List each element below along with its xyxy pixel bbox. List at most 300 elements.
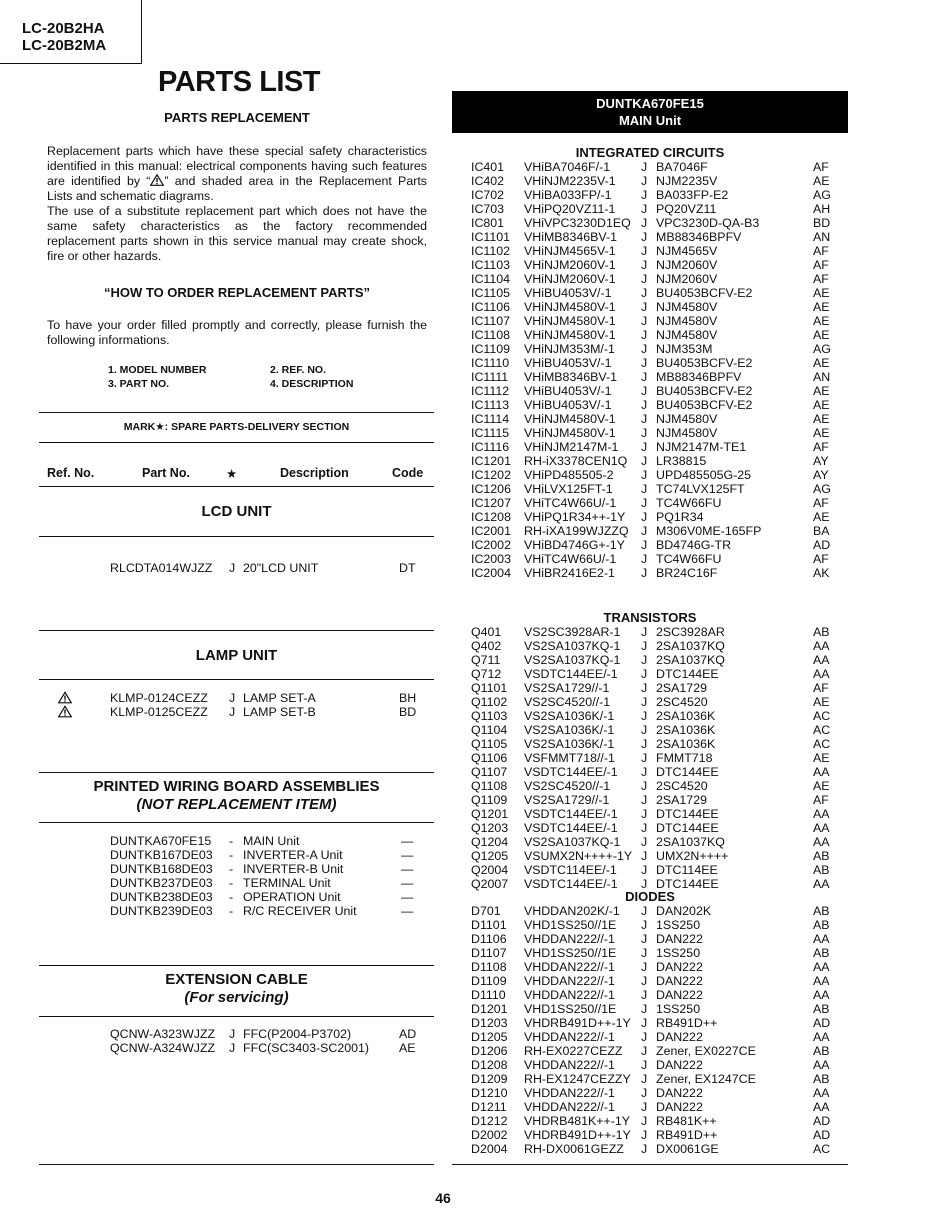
table-row	[0, 835, 950, 849]
description: LR38815	[656, 454, 707, 468]
ref-number: D1209	[471, 1072, 508, 1086]
supply-flag: J	[641, 1086, 648, 1100]
table-row	[0, 723, 950, 737]
table-row	[0, 286, 950, 300]
price-code: —	[401, 876, 414, 890]
description: INVERTER-A Unit	[243, 848, 343, 862]
supply-flag: J	[641, 272, 648, 286]
ref-number: IC1208	[471, 510, 511, 524]
supply-flag: J	[641, 412, 648, 426]
ref-number: Q2004	[471, 863, 509, 877]
price-code: —	[401, 862, 414, 876]
supply-flag: J	[641, 1072, 648, 1086]
table-row	[0, 258, 950, 272]
table-row	[0, 384, 950, 398]
part-number: VS2SA1037KQ-1	[524, 639, 621, 653]
ref-number: IC1114	[471, 412, 510, 426]
ref-number: Q1203	[471, 821, 509, 835]
description: NJM2060V	[656, 258, 718, 272]
part-number: VHiPD485505-2	[524, 468, 614, 482]
price-code: AG	[813, 188, 831, 202]
price-code: —	[401, 890, 414, 904]
ref-number: IC1112	[471, 384, 510, 398]
ref-number: IC1206	[471, 482, 511, 496]
price-code: —	[401, 834, 414, 848]
ref-number: D1107	[471, 946, 507, 960]
part-number: VHiBU4053V/-1	[524, 398, 612, 412]
description: BU4053BCFV-E2	[656, 384, 753, 398]
table-row	[0, 566, 950, 580]
supply-flag: J	[641, 1002, 648, 1016]
supply-flag: J	[641, 849, 648, 863]
ref-number: IC2001	[471, 524, 511, 538]
description: FFC(SC3403-SC2001)	[243, 1041, 370, 1055]
part-number: VHiMB8346BV-1	[524, 370, 617, 384]
supply-flag: J	[641, 398, 648, 412]
description: TC4W66FU	[656, 552, 722, 566]
supply-flag: J	[641, 737, 648, 751]
price-code: AA	[813, 653, 830, 667]
description: OPERATION Unit	[243, 890, 341, 904]
ref-number: IC1110	[471, 356, 510, 370]
ref-number: Q1201	[471, 807, 509, 821]
supply-flag: -	[229, 834, 234, 848]
ref-number: IC1108	[471, 328, 511, 342]
description: 2SC4520	[656, 779, 708, 793]
description: DTC114EE	[656, 863, 718, 877]
part-number: VHD1SS250//1E	[524, 1002, 617, 1016]
ref-number: Q1108	[471, 779, 508, 793]
part-number: VHD1SS250//1E	[524, 918, 617, 932]
order-step: 1. MODEL NUMBER	[108, 364, 207, 376]
price-code: AE	[813, 384, 830, 398]
price-code: AN	[813, 370, 831, 384]
description: NJM2235V	[656, 174, 718, 188]
supply-flag: J	[229, 1027, 236, 1041]
price-code: AC	[813, 723, 831, 737]
description: DAN222	[656, 988, 703, 1002]
part-number: VHiMB8346BV-1	[524, 230, 617, 244]
price-code: AD	[813, 1114, 831, 1128]
supply-flag: J	[229, 705, 236, 719]
description: NJM4580V	[656, 314, 718, 328]
supply-flag: J	[641, 566, 648, 580]
ref-number: Q1103	[471, 709, 508, 723]
ref-number: D1212	[471, 1114, 508, 1128]
part-number: DUNTKB237DE03	[110, 876, 213, 890]
price-code: AB	[813, 904, 830, 918]
table-row	[0, 216, 950, 230]
price-code: AN	[813, 230, 831, 244]
intro-text-1: Replacement parts which have these special safety characteristics identified in this manual: electrical components having such features are identified by “	[47, 144, 427, 188]
price-code: AA	[813, 1058, 830, 1072]
supply-flag: -	[229, 848, 234, 862]
supply-flag: J	[641, 496, 648, 510]
description: 2SA1036K	[656, 737, 716, 751]
part-number: VSDTC144EE/-1	[524, 877, 618, 891]
description: M306V0ME-165FP	[656, 524, 762, 538]
description: INVERTER-B Unit	[243, 862, 344, 876]
supply-flag: J	[641, 1058, 648, 1072]
ref-number: D1211	[471, 1100, 507, 1114]
table-row	[0, 524, 950, 538]
section-subtitle-pwb: (NOT REPLACEMENT ITEM)	[136, 796, 337, 813]
price-code: BD	[813, 216, 831, 230]
description: BA033FP-E2	[656, 188, 729, 202]
ref-number: IC401	[471, 160, 505, 174]
price-code: AE	[813, 356, 830, 370]
description: DTC144EE	[656, 667, 719, 681]
part-number: KLMP-0125CEZZ	[110, 705, 208, 719]
ref-number: IC2002	[471, 538, 511, 552]
description: 2SA1037KQ	[656, 639, 725, 653]
table-row	[0, 863, 950, 877]
price-code: AB	[813, 625, 830, 639]
col-header-description: Description	[280, 466, 349, 480]
table-row	[0, 1128, 950, 1142]
table-row	[0, 1002, 950, 1016]
supply-flag: J	[641, 1142, 648, 1156]
supply-flag: J	[641, 188, 648, 202]
part-number: VHiBR2416E2-1	[524, 566, 615, 580]
part-number: VHiNJM2060V-1	[524, 272, 616, 286]
part-number: VHiBA7046F/-1	[524, 160, 611, 174]
supply-flag: J	[641, 807, 648, 821]
part-number: VHiVPC3230D1EQ	[524, 216, 631, 230]
model-number-box	[0, 0, 142, 64]
ref-number: D1210	[471, 1086, 508, 1100]
part-number: VHiTC4W66U/-1	[524, 552, 617, 566]
supply-flag: J	[641, 552, 648, 566]
description: DAN222	[656, 1100, 703, 1114]
description: BD4746G-TR	[656, 538, 732, 552]
price-code: AF	[813, 681, 829, 695]
table-row	[0, 890, 450, 904]
mark-note: MARK★: SPARE PARTS-DELIVERY SECTION	[123, 421, 350, 433]
supply-flag: J	[641, 835, 648, 849]
part-number: VHDRB481K++-1Y	[524, 1114, 631, 1128]
part-number: VHiNJM4580V-1	[524, 412, 616, 426]
description: DTC144EE	[656, 877, 719, 891]
part-number: VSDTC144EE/-1	[524, 765, 618, 779]
supply-flag: J	[641, 653, 648, 667]
description: BR24C16F	[656, 566, 718, 580]
description: NJM4580V	[656, 328, 718, 342]
supply-flag: J	[641, 1030, 648, 1044]
part-number: RH-iXA199WJZZQ	[524, 524, 629, 538]
page-number: 46	[435, 1190, 451, 1206]
price-code: AD	[813, 538, 831, 552]
how-to-order-title: “HOW TO ORDER REPLACEMENT PARTS”	[103, 285, 371, 300]
ref-number: IC703	[471, 202, 505, 216]
description: FFC(P2004-P3702)	[243, 1027, 352, 1041]
price-code: AA	[813, 639, 830, 653]
description: NJM4565V	[656, 244, 718, 258]
supply-flag: J	[641, 538, 648, 552]
table-row	[0, 751, 950, 765]
part-number: VHDDAN202K/-1	[524, 904, 620, 918]
price-code: AE	[813, 328, 830, 342]
description: NJM2147M-TE1	[656, 440, 747, 454]
table-row	[0, 793, 950, 807]
supply-flag: -	[229, 862, 234, 876]
part-number: VHiNJM2235V-1	[524, 174, 616, 188]
description: DTC144EE	[656, 807, 719, 821]
ref-number: Q401	[471, 625, 502, 639]
part-number: VHDDAN222//-1	[524, 1086, 615, 1100]
price-code: AB	[813, 1072, 830, 1086]
description: 2SA1036K	[656, 709, 716, 723]
divider	[452, 1164, 848, 1165]
description: PQ20VZ11	[656, 202, 717, 216]
price-code: BA	[813, 524, 830, 538]
supply-flag: J	[641, 370, 648, 384]
supply-flag: J	[641, 960, 648, 974]
ref-number: IC1105	[471, 286, 511, 300]
part-number: VHiNJM2060V-1	[524, 258, 616, 272]
description: PQ1R34	[656, 510, 704, 524]
part-number: VHDDAN222//-1	[524, 1030, 615, 1044]
ref-number: IC702	[471, 188, 505, 202]
description: DAN202K	[656, 904, 712, 918]
supply-flag: J	[641, 258, 648, 272]
part-number: VS2SC3928AR-1	[524, 625, 621, 639]
price-code: AA	[813, 877, 830, 891]
supply-flag: J	[641, 356, 648, 370]
ref-number: Q711	[471, 653, 501, 667]
part-number: VS2SC4520//-1	[524, 779, 611, 793]
price-code: AA	[813, 835, 830, 849]
model-number: LC-20B2MA	[22, 37, 107, 54]
order-step: 4. DESCRIPTION	[270, 378, 354, 390]
table-row	[0, 174, 950, 188]
table-row	[0, 230, 950, 244]
part-number: VS2SA1729//-1	[524, 793, 610, 807]
table-row	[0, 300, 950, 314]
price-code: AE	[813, 779, 830, 793]
description: TC4W66FU	[656, 496, 722, 510]
description: DX0061GE	[656, 1142, 719, 1156]
description: RB491D++	[656, 1016, 718, 1030]
table-row	[0, 426, 950, 440]
description: DAN222	[656, 1086, 703, 1100]
description: BU4053BCFV-E2	[656, 286, 753, 300]
ref-number: Q1106	[471, 751, 508, 765]
part-number: VS2SA1036K/-1	[524, 723, 615, 737]
supply-flag: J	[641, 932, 648, 946]
description: BA7046F	[656, 160, 708, 174]
part-number: DUNTKB168DE03	[110, 862, 213, 876]
ref-number: Q1104	[471, 723, 508, 737]
part-number: QCNW-A324WJZZ	[110, 1041, 216, 1055]
price-code: AG	[813, 342, 831, 356]
table-row	[0, 1142, 950, 1156]
table-row	[0, 709, 950, 723]
price-code: AE	[399, 1041, 416, 1055]
table-row	[0, 482, 950, 496]
price-code: AF	[813, 160, 829, 174]
part-number: VHiNJM4565V-1	[524, 244, 616, 258]
part-number: DUNTKB239DE03	[110, 904, 213, 918]
ref-number: IC1106	[471, 300, 511, 314]
ref-number: Q1205	[471, 849, 509, 863]
price-code: AA	[813, 974, 830, 988]
price-code: AY	[813, 454, 829, 468]
supply-flag: J	[641, 1114, 648, 1128]
price-code: AE	[813, 426, 830, 440]
supply-flag: J	[641, 918, 648, 932]
price-code: AE	[813, 695, 830, 709]
price-code: —	[401, 848, 414, 862]
description: Zener, EX0227CE	[656, 1044, 756, 1058]
part-number: VS2SA1037KQ-1	[524, 653, 621, 667]
table-row	[0, 440, 950, 454]
table-row	[0, 398, 950, 412]
price-code: AE	[813, 174, 830, 188]
table-row	[0, 904, 950, 918]
ref-number: Q1204	[471, 835, 509, 849]
description: 2SA1036K	[656, 723, 716, 737]
description: 2SA1037KQ	[656, 653, 725, 667]
table-row	[0, 974, 950, 988]
part-number: DUNTKB167DE03	[110, 848, 213, 862]
part-number: VHiBU4053V/-1	[524, 356, 612, 370]
ref-number: IC1104	[471, 272, 511, 286]
supply-flag: J	[641, 723, 648, 737]
ref-number: Q1105	[471, 737, 508, 751]
price-code: —	[401, 904, 414, 918]
table-row	[0, 342, 950, 356]
supply-flag: J	[641, 946, 648, 960]
supply-flag: J	[641, 244, 648, 258]
part-number: VS2SC4520//-1	[524, 695, 611, 709]
description: NJM353M	[656, 342, 713, 356]
ref-number: IC402	[471, 174, 505, 188]
col-header-star: ★	[226, 467, 238, 481]
table-row	[0, 160, 950, 174]
price-code: AC	[813, 737, 831, 751]
supply-flag: J	[641, 625, 648, 639]
price-code: AB	[813, 946, 830, 960]
table-row	[0, 244, 950, 258]
table-row	[0, 1016, 950, 1030]
price-code: AB	[813, 863, 830, 877]
supply-flag: J	[641, 667, 648, 681]
part-number: VSFMMT718//-1	[524, 751, 615, 765]
ref-number: D2004	[471, 1142, 508, 1156]
part-number: VHiNJM4580V-1	[524, 314, 616, 328]
part-number: QCNW-A323WJZZ	[110, 1027, 216, 1041]
table-row	[0, 737, 950, 751]
supply-flag: J	[641, 202, 648, 216]
part-number: VHDDAN222//-1	[524, 932, 615, 946]
table-row	[0, 510, 950, 524]
part-number: VHiTC4W66U/-1	[524, 496, 617, 510]
model-number: LC-20B2HA	[22, 20, 105, 37]
table-row	[0, 1086, 950, 1100]
table-row	[0, 681, 950, 695]
description: NJM4580V	[656, 426, 718, 440]
description: RB481K++	[656, 1114, 717, 1128]
supply-flag: J	[229, 561, 236, 575]
description: TERMINAL Unit	[243, 876, 331, 890]
part-number: VHiPQ20VZ11-1	[524, 202, 616, 216]
price-code: AB	[813, 1044, 830, 1058]
part-number: VS2SA1729//-1	[524, 681, 610, 695]
description: DAN222	[656, 1030, 703, 1044]
description: LAMP SET-B	[243, 705, 316, 719]
page-title: PARTS LIST	[158, 66, 321, 98]
ref-number: Q2007	[471, 877, 509, 891]
table-row	[0, 988, 950, 1002]
section-title-lcd-unit: LCD UNIT	[201, 503, 272, 520]
price-code: AB	[813, 918, 830, 932]
supply-flag: J	[641, 524, 648, 538]
part-number: VS2SA1036K/-1	[524, 737, 615, 751]
description: 2SC3928AR	[656, 625, 725, 639]
table-row	[0, 946, 950, 960]
col-header-code: Code	[392, 466, 424, 480]
table-row	[0, 468, 950, 482]
ref-number: D1109	[471, 974, 507, 988]
supply-flag: J	[641, 286, 648, 300]
ref-number: D1203	[471, 1016, 508, 1030]
table-row	[0, 779, 950, 793]
ref-number: IC1103	[471, 258, 511, 272]
supply-flag: J	[641, 751, 648, 765]
description: UMX2N++++	[656, 849, 729, 863]
price-code: AE	[813, 510, 830, 524]
price-code: AA	[813, 1100, 830, 1114]
part-number: VHDRB491D++-1Y	[524, 1016, 631, 1030]
supply-flag: J	[641, 695, 648, 709]
supply-flag: J	[641, 793, 648, 807]
price-code: AC	[813, 709, 831, 723]
ref-number: IC1111	[471, 370, 509, 384]
part-number: VSUMX2N++++-1Y	[524, 849, 633, 863]
main-unit-header	[452, 91, 848, 133]
table-row	[0, 1114, 950, 1128]
supply-flag: J	[641, 988, 648, 1002]
intro-text-3: The use of a substitute replacement part which does not have the same safety characteristics as the factory recommended replacement parts shown in this service manual may create shock, fire or other hazards.	[47, 204, 427, 263]
order-step: 2. REF. NO.	[270, 364, 327, 376]
table-row	[0, 356, 950, 370]
description: TC74LVX125FT	[656, 482, 745, 496]
table-row	[0, 932, 950, 946]
part-number: VHiBU4053V/-1	[524, 384, 612, 398]
supply-flag: J	[641, 681, 648, 695]
part-number: VS2SA1037KQ-1	[524, 835, 621, 849]
supply-flag: J	[641, 765, 648, 779]
ref-number: D1106	[471, 932, 507, 946]
part-number: VHDDAN222//-1	[524, 988, 615, 1002]
part-number: DUNTKB238DE03	[110, 890, 213, 904]
table-row	[0, 821, 950, 835]
description: BU4053BCFV-E2	[656, 356, 753, 370]
price-code: AF	[813, 258, 829, 272]
ref-number: D1101	[471, 918, 507, 932]
supply-flag: J	[641, 342, 648, 356]
divider	[39, 1164, 434, 1165]
supply-flag: J	[641, 974, 648, 988]
ref-number: D1110	[471, 988, 506, 1002]
part-number: VSDTC114EE/-1	[524, 863, 617, 877]
table-row	[0, 625, 950, 639]
intro-text-2: ” and shaded area in the Replacement Parts Lists and schematic diagrams.	[47, 174, 427, 203]
ref-number: IC801	[471, 216, 505, 230]
ref-number: IC1113	[471, 398, 510, 412]
supply-flag: -	[229, 904, 234, 918]
